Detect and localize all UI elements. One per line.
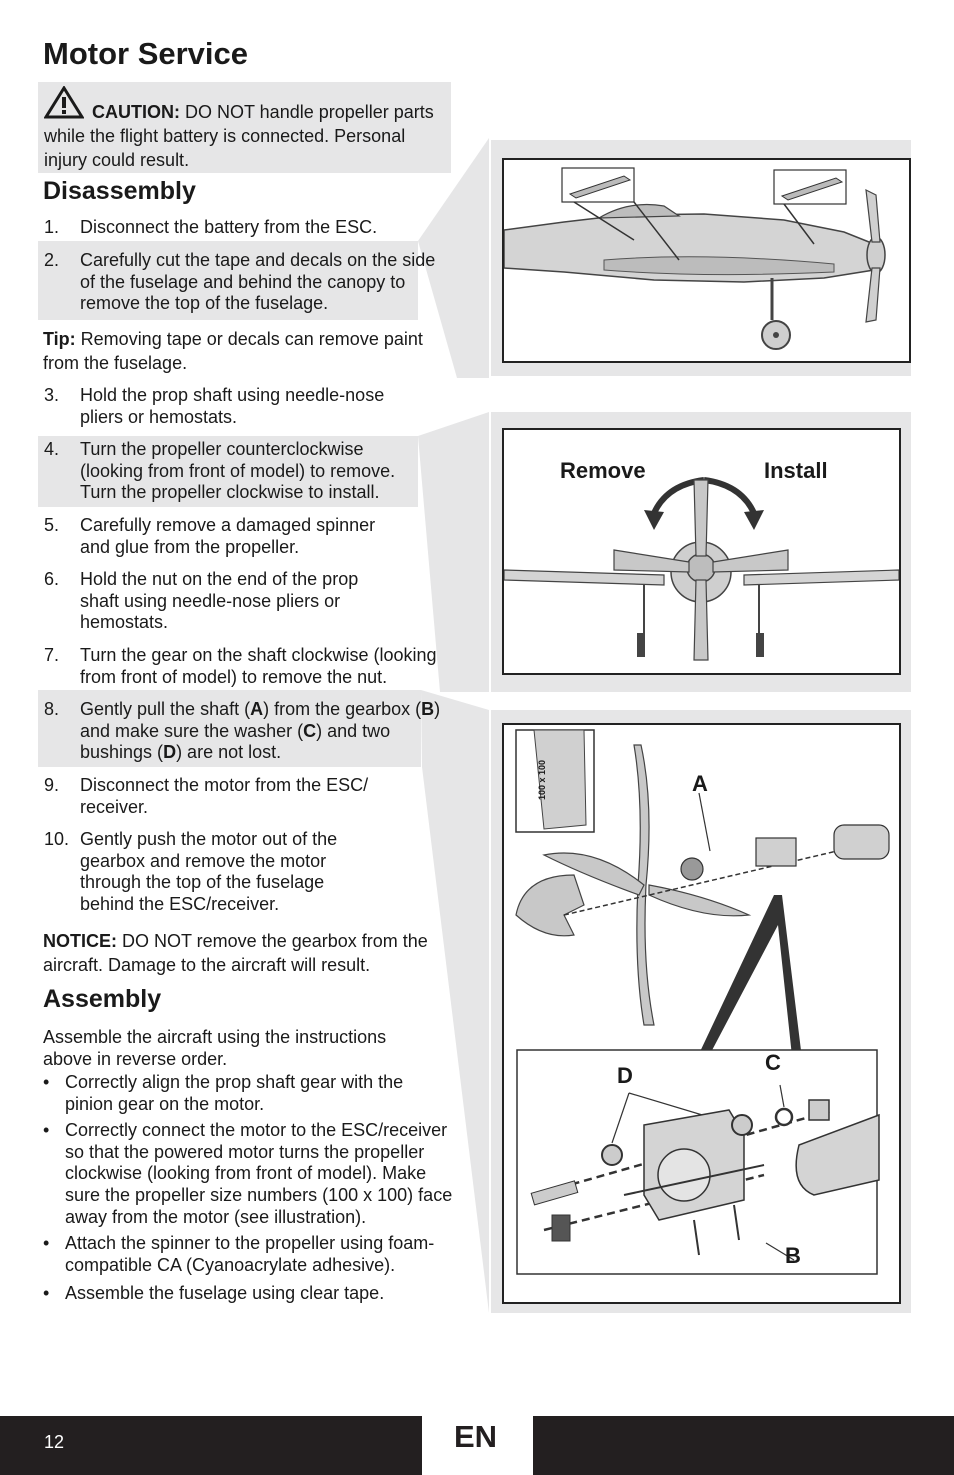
caution-label: CAUTION:	[92, 102, 180, 122]
page-title: Motor Service	[43, 36, 249, 71]
assembly-heading: Assembly	[43, 985, 162, 1013]
notice	[43, 929, 458, 977]
figure-fuselage-panel	[491, 140, 911, 376]
remove-label: Remove	[560, 458, 646, 483]
figure-gearbox-frame	[502, 723, 901, 1304]
label-c: C	[765, 1050, 781, 1075]
figure-prop-rotation-frame	[502, 428, 901, 675]
label-a: A	[692, 771, 708, 796]
footer-bar-right	[533, 1416, 954, 1475]
language-code: EN	[454, 1419, 498, 1454]
airplane-front-illustration	[504, 430, 899, 673]
label-d: D	[617, 1063, 633, 1088]
notice-label: NOTICE:	[43, 931, 117, 951]
caution-body: DO NOT handle propeller parts while the flight battery is connected. Personal injury could result.	[44, 102, 434, 170]
airplane-side-illustration	[504, 160, 909, 361]
gearbox-exploded-illustration	[504, 725, 899, 1302]
prop-size-label: 100 x 100	[537, 759, 547, 800]
figure-prop-rotation-panel	[491, 412, 911, 692]
figure-gearbox-panel	[491, 710, 911, 1313]
tip-label: Tip:	[43, 329, 76, 349]
assembly-intro: Assemble the aircraft using the instructions above in reverse order.	[43, 1027, 387, 1069]
tip	[43, 327, 458, 375]
tip-body: Removing tape or decals can remove paint from the fuselage.	[43, 329, 423, 373]
label-b: B	[785, 1243, 801, 1268]
figure-fuselage-frame	[502, 158, 911, 363]
notice-body: DO NOT remove the gearbox from the aircraft. Damage to the aircraft will result.	[43, 931, 428, 975]
install-label: Install	[764, 458, 828, 483]
disassembly-heading: Disassembly	[43, 177, 196, 205]
page-number: 12	[44, 1432, 65, 1452]
